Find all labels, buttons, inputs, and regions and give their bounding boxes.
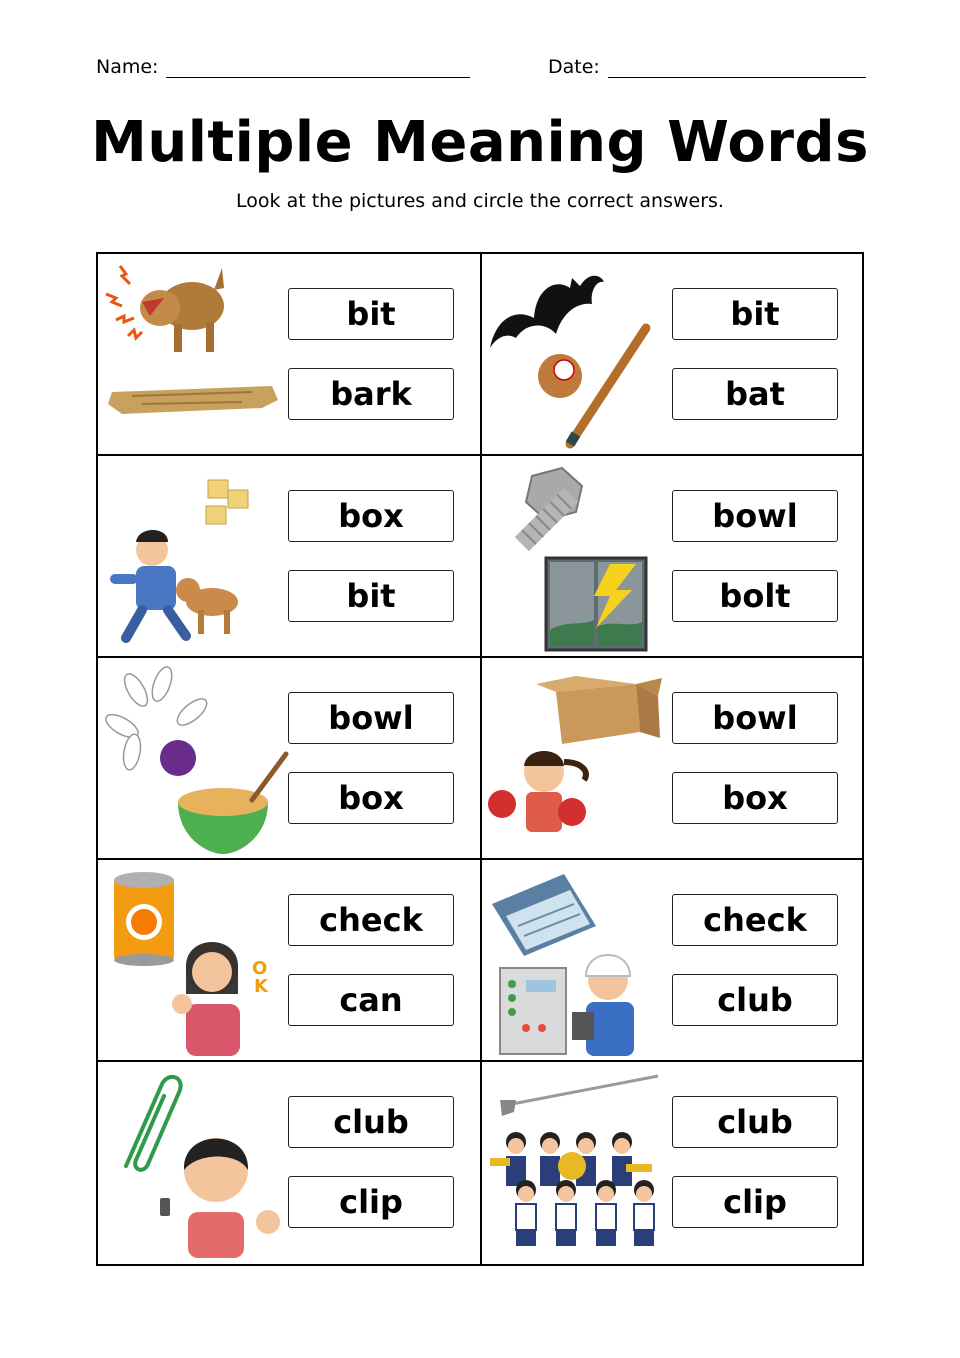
paper-clip-icon [102, 1066, 292, 1258]
answer-option[interactable]: bit [288, 288, 454, 340]
date-label: Date: [548, 56, 600, 78]
question-cell-8 [482, 860, 864, 1062]
answer-option[interactable]: club [288, 1096, 454, 1148]
question-cell-6 [482, 658, 864, 860]
bank-check-icon [486, 864, 676, 1056]
svg-text:K: K [254, 976, 268, 997]
barking-dog-icon [102, 258, 292, 450]
question-cell-7 [98, 860, 482, 1062]
answer-option[interactable]: box [288, 490, 454, 542]
answer-option[interactable]: box [672, 772, 838, 824]
answer-option[interactable]: bowl [672, 692, 838, 744]
answer-option[interactable]: bit [672, 288, 838, 340]
answer-option[interactable]: bowl [288, 692, 454, 744]
question-cell-10 [482, 1062, 864, 1264]
question-cell-3 [98, 456, 482, 658]
metal-bolt-icon [486, 460, 676, 652]
tin-can-icon [102, 864, 292, 1056]
worksheet-grid [96, 252, 864, 1266]
question-cell-9 [98, 1062, 482, 1264]
bowling-ball-icon [160, 740, 196, 776]
answer-option[interactable]: check [288, 894, 454, 946]
answer-option[interactable]: bit [288, 570, 454, 622]
bat-animal-icon [486, 258, 676, 450]
answer-option[interactable]: club [672, 1096, 838, 1148]
sugar-cubes-icon [102, 460, 292, 652]
page-title: Multiple Meaning Words [91, 110, 869, 175]
answer-option[interactable]: box [288, 772, 454, 824]
answer-option[interactable]: club [672, 974, 838, 1026]
instructions: Look at the pictures and circle the correct answers. [236, 190, 724, 212]
orange-icon [131, 909, 157, 935]
date-field[interactable] [608, 77, 866, 78]
baseball-bat-icon [570, 328, 646, 444]
answer-option[interactable]: bolt [672, 570, 838, 622]
question-cell-4 [482, 456, 864, 658]
name-label: Name: [96, 56, 159, 78]
question-cell-2 [482, 254, 864, 456]
question-cell-5 [98, 658, 482, 860]
answer-option[interactable]: can [288, 974, 454, 1026]
cardboard-box-icon [486, 662, 676, 854]
brass-band-icon [490, 1132, 654, 1246]
question-cell-1 [98, 254, 482, 456]
tree-bark-icon [108, 386, 278, 414]
answer-option[interactable]: bat [672, 368, 838, 420]
name-field[interactable] [166, 77, 470, 78]
answer-option[interactable]: clip [672, 1176, 838, 1228]
boxing-glove-icon [488, 790, 516, 818]
answer-option[interactable]: bowl [672, 490, 838, 542]
golf-club-icon [486, 1066, 676, 1258]
tuba-icon [558, 1152, 586, 1180]
svg-text:O: O [252, 958, 268, 979]
answer-option[interactable]: bark [288, 368, 454, 420]
bowling-pins-icon [102, 662, 292, 854]
answer-option[interactable]: clip [288, 1176, 454, 1228]
answer-option[interactable]: check [672, 894, 838, 946]
